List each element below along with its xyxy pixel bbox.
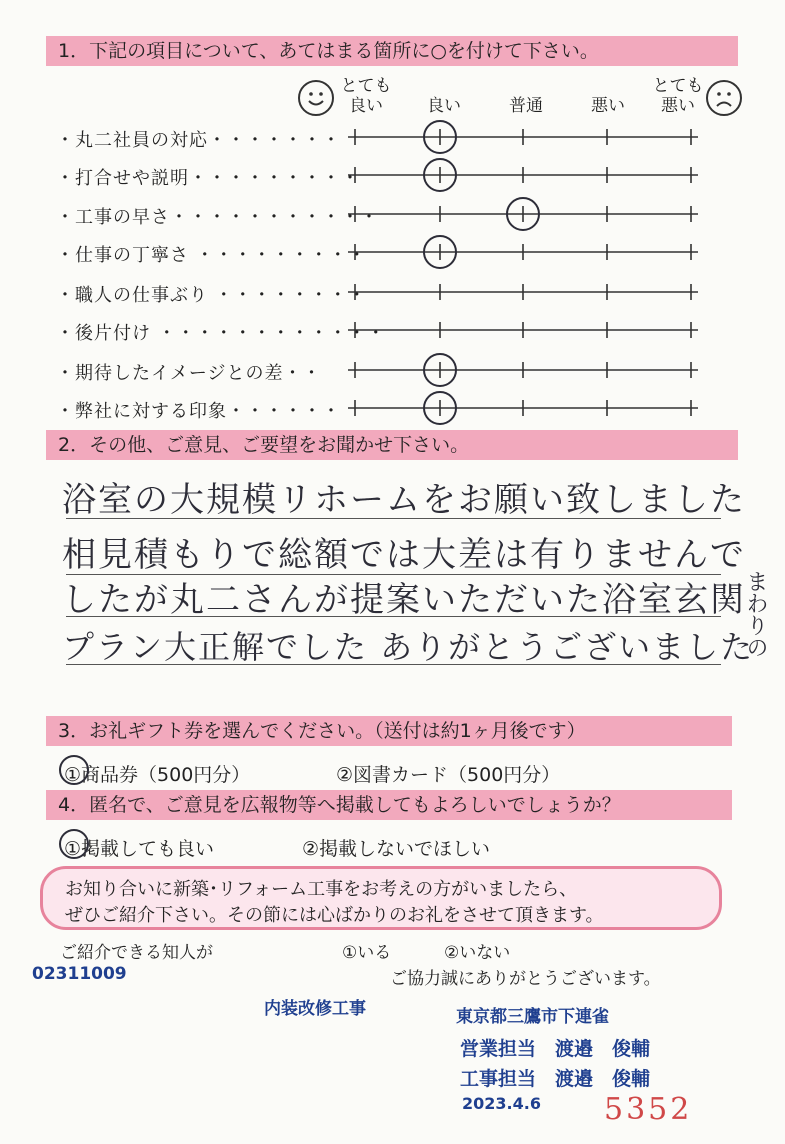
q1-row-label: ・打合せや説明・・・・・・・・・ [56,168,360,189]
q1-row-label: ・後片付け ・・・・・・・・・・・・ [56,323,386,344]
thanks-text: ご協力誠にありがとうございます。 [390,969,661,989]
q1-row-label: ・工事の早さ・・・・・・・・・・・ [56,207,379,228]
invitation-text: お知り合いに新築･リフォーム工事をお考えの方がいましたら、 [65,879,578,900]
handwritten-comment-line: プラン大正解でした ありがとうございました [62,628,755,666]
q1-row-label: ・弊社に対する印象・・・・・・ [56,401,341,422]
gift-option-book-card[interactable]: ②図書カード（500円分） [336,764,561,786]
invitation-text: ぜひご紹介下さい。その節には心ばかりのお礼をさせて頂きます。 [65,905,604,926]
handwritten-comment-line: 相見積もりで総額では大差は有りませんで [62,535,746,575]
q3-header: 3．お礼ギフト券を選んでください。（送付は約1ヶ月後です） [46,716,732,746]
q2-header: 2．その他、ご意見、ご要望をお聞かせ下さい。 [46,430,738,460]
scale-very-bad: とても 悪い [652,76,704,116]
publish-option-yes[interactable]: ①掲載しても良い [64,838,215,860]
scale-very-good: とても 良い [340,76,392,116]
q1-row-label: ・仕事の丁寧さ ・・・・・・・・・ [56,245,367,266]
publish-option-no[interactable]: ②掲載しないでほしい [302,838,491,860]
referral-label: ご紹介できる知人が [60,943,213,963]
sales-representative: 営業担当 渡邉 俊輔 [460,1038,651,1060]
q1-row-label: ・職人の仕事ぶり ・・・・・・・・ [56,285,367,306]
scale-bad: 悪い [591,96,625,116]
q4-header: 4．匿名で、ご意見を広報物等へ掲載してもよろしいでしょうか？ [46,790,732,820]
scale-average: 普通 [509,96,543,116]
q1-row-label: ・期待したイメージとの差・・ [56,363,322,384]
referral-option-no[interactable]: ②いない [444,943,511,963]
gift-choice-circle [60,756,88,784]
handwritten-comment-line: したが丸二さんが提案いただいた浴室玄関 [62,580,746,620]
gift-option-product-voucher[interactable]: ①商品券（500円分） [64,764,251,786]
publish-choice-circle [60,830,88,858]
handwritten-margin-note: まわりの [743,570,768,658]
construction-representative: 工事担当 渡邉 俊輔 [460,1068,651,1090]
scale-good: 良い [427,96,461,116]
q1-header: 1．下記の項目について、あてはまる箇所に○を付けて下さい。 [46,36,738,66]
handwritten-comment-line: 浴室の大規模リホームをお願い致しました [62,480,746,520]
referral-option-yes[interactable]: ①いる [342,943,392,963]
customer-code: 02311009 [32,964,127,984]
handwritten-number: 5352 [604,1092,693,1127]
survey-date: 2023.4.6 [462,1094,541,1113]
work-type: 内装改修工事 [264,999,366,1019]
q1-row-label: ・丸二社員の対応・・・・・・・ [56,130,341,151]
site-address: 東京都三鷹市下連雀 [456,1007,609,1027]
